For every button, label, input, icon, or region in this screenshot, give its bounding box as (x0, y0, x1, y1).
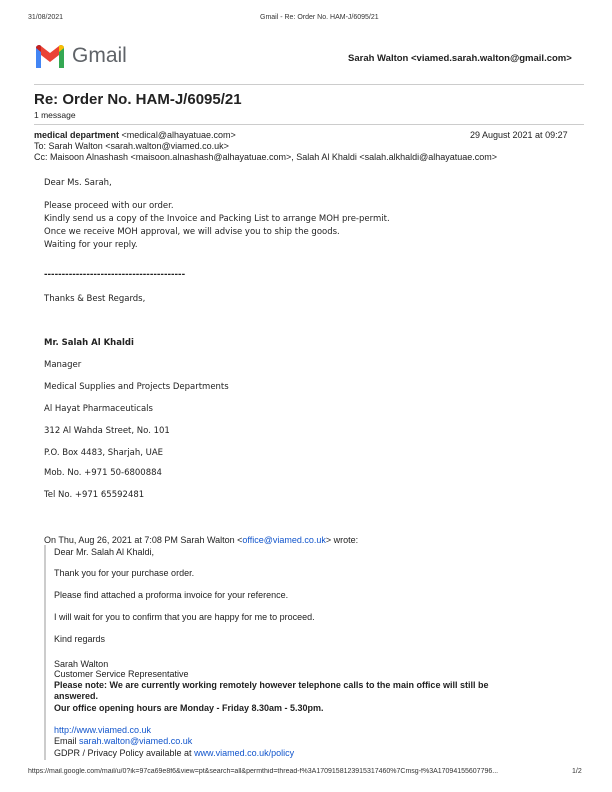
signature-title: Manager (44, 360, 82, 370)
quote-p4: Kind regards (54, 634, 106, 644)
quote-intro-suffix: > wrote: (325, 535, 359, 545)
gmail-m-icon (34, 44, 66, 68)
body-line-4: Waiting for your reply. (44, 240, 138, 250)
signature-department: Medical Supplies and Projects Departments (44, 382, 229, 392)
print-page-number: 1/2 (572, 768, 582, 775)
quote-note-line1: Please note: We are currently working remotely however telephone calls to the main office will still be (54, 680, 489, 690)
greeting: Dear Ms. Sarah, (44, 178, 112, 188)
quote-greeting: Dear Mr. Salah Al Khaldi, (54, 547, 155, 557)
quote-email-link[interactable]: sarah.walton@viamed.co.uk (79, 736, 193, 746)
sender-name: medical department (34, 130, 120, 140)
print-title: Gmail - Re: Order No. HAM-J/6095/21 (260, 14, 379, 21)
quote-p2: Please find attached a proforma invoice for your reference. (54, 590, 289, 600)
quote-hours: Our office opening hours are Monday - Friday 8.30am - 5.30pm. (54, 703, 324, 713)
signature-address-link[interactable]: 312 Al Wahda Street, No. 101 (44, 426, 170, 436)
quote-p1: Thank you for your purchase order. (54, 568, 195, 578)
separator: ---------------------------------------- (44, 270, 186, 280)
header-divider (34, 84, 584, 85)
quote-note-line2: answered. (54, 691, 99, 701)
print-date: 31/08/2021 (28, 14, 64, 21)
quote-gdpr-line (54, 748, 294, 759)
quote-website-link[interactable]: http://www.viamed.co.uk (54, 725, 152, 735)
print-url: https://mail.google.com/mail/u/0?ik=97ca69e8f6&view=pt&search=all&permthid=thread-f%3A1709158123915317460%7Cmsg-f%3A17094155607796... (28, 768, 499, 775)
quote-intro (44, 535, 358, 546)
body-line-3: Once we receive MOH approval, we will advise you to ship the goods. (44, 227, 340, 237)
quote-email-label: Email (54, 736, 80, 746)
quote-email-line (54, 736, 192, 747)
quote-intro-email[interactable]: office@viamed.co.uk (242, 535, 326, 545)
thread-subject: Re: Order No. HAM-J/6095/21 (34, 91, 242, 108)
sender-email: <medical@alhayatuae.com> (121, 130, 236, 140)
signature-name: Mr. Salah Al Khaldi (44, 338, 134, 348)
quote-sender-name: Sarah Walton (54, 659, 109, 669)
closing: Thanks & Best Regards, (44, 294, 146, 304)
message-date: 29 August 2021 at 09:27 (470, 130, 568, 140)
message-count: 1 message (34, 110, 76, 120)
gmail-brand: Gmail (72, 44, 127, 67)
cc-line: Cc: Maisoon Alnashash <maisoon.alnashash@alhayatuae.com>, Salah Al Khaldi <salah.alkhaldi@alhayatuae.com> (34, 152, 498, 162)
quote-gdpr-label: GDPR / Privacy Policy available at (54, 748, 195, 758)
signature-company: Al Hayat Pharmaceuticals (44, 404, 153, 414)
quote-gdpr-link[interactable]: www.viamed.co.uk/policy (194, 748, 295, 758)
quote-p3: I will wait for you to confirm that you are happy for me to proceed. (54, 612, 315, 622)
account-name: Sarah Walton <viamed.sarah.walton@gmail.com> (348, 53, 572, 64)
subject-divider (34, 124, 584, 125)
quote-intro-prefix: On Thu, Aug 26, 2021 at 7:08 PM Sarah Walton < (44, 535, 243, 545)
signature-tel: Tel No. +971 65592481 (44, 490, 145, 500)
quote-bar (44, 545, 46, 760)
signature-po-box: P.O. Box 4483, Sharjah, UAE (44, 448, 164, 458)
quote-sender-title: Customer Service Representative (54, 669, 189, 679)
body-line-2: Kindly send us a copy of the Invoice and Packing List to arrange MOH pre-permit. (44, 214, 390, 224)
gmail-logo[interactable] (34, 44, 66, 73)
to-line: To: Sarah Walton <sarah.walton@viamed.co.uk> (34, 141, 229, 151)
body-line-1: Please proceed with our order. (44, 201, 174, 211)
sender[interactable] (34, 130, 236, 141)
signature-mobile: Mob. No. +971 50-6800884 (44, 468, 162, 478)
